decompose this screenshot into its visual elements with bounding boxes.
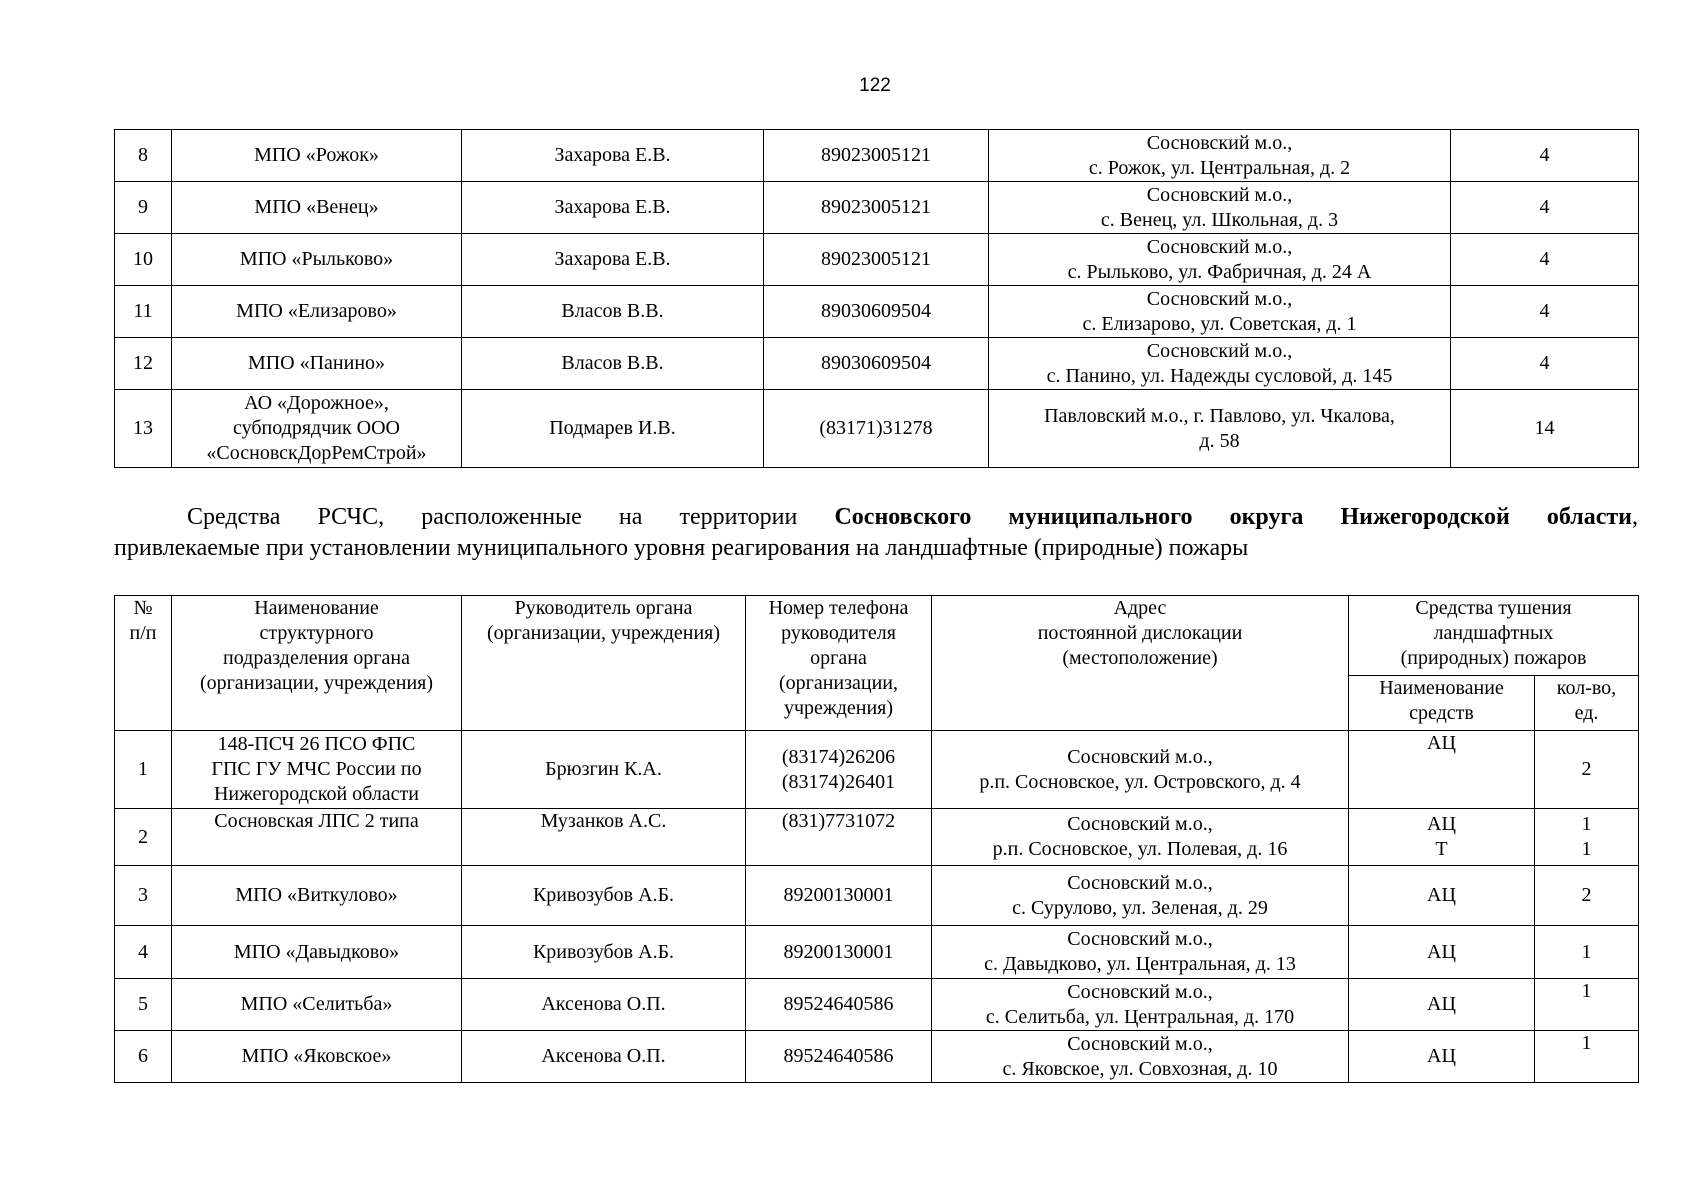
cell-name: МПО «Рыльково»: [172, 234, 462, 286]
cell-head: Власов В.В.: [462, 286, 764, 338]
cell-num: 6: [115, 1031, 172, 1083]
cell-name: МПО «Венец»: [172, 182, 462, 234]
cell-name: АО «Дорожное», субподрядчик ООО «СосновскДорРемСтрой»: [172, 390, 462, 468]
cell-means: АЦ: [1349, 731, 1535, 809]
cell-name: МПО «Яковское»: [172, 1031, 462, 1083]
cell-name: Сосновская ЛПС 2 типа: [172, 809, 462, 866]
cell-name: МПО «Селитьба»: [172, 979, 462, 1031]
header-head: Руководитель органа (организации, учреждения): [462, 596, 746, 731]
cell-address: Сосновский м.о., с. Яковское, ул. Совхозная, д. 10: [932, 1031, 1349, 1083]
cell-address: Сосновский м.о., с. Елизарово, ул. Советская, д. 1: [989, 286, 1451, 338]
table-row: [115, 130, 1639, 182]
cell-num: 8: [115, 130, 172, 182]
table-row: [115, 866, 1639, 926]
paragraph-line-2: привлекаемые при установлении муниципального уровня реагирования на ландшафтные (природные) пожары: [114, 535, 1249, 561]
cell-address: Павловский м.о., г. Павлово, ул. Чкалова, д. 58: [989, 390, 1451, 468]
paragraph-line-1: [114, 502, 1638, 533]
cell-name: МПО «Панино»: [172, 338, 462, 390]
cell-address: Сосновский м.о., р.п. Сосновское, ул. Полевая, д. 16: [932, 809, 1349, 866]
table-row: [115, 390, 1639, 468]
cell-count: 1 1: [1535, 809, 1639, 866]
table-row: [115, 338, 1639, 390]
table-row: [115, 926, 1639, 979]
cell-num: 12: [115, 338, 172, 390]
cell-name: МПО «Елизарово»: [172, 286, 462, 338]
cell-address: Сосновский м.о., с. Венец, ул. Школьная, д. 3: [989, 182, 1451, 234]
cell-means: АЦ: [1349, 926, 1535, 979]
table-row: [115, 286, 1639, 338]
cell-num: 11: [115, 286, 172, 338]
cell-num: 10: [115, 234, 172, 286]
cell-num: 3: [115, 866, 172, 926]
cell-phone: 89200130001: [746, 926, 932, 979]
cell-address: Сосновский м.о., р.п. Сосновское, ул. Островского, д. 4: [932, 731, 1349, 809]
section-paragraph: [114, 502, 1638, 564]
table-row: [115, 1031, 1639, 1083]
cell-phone: 89030609504: [764, 338, 989, 390]
cell-head: Захарова Е.В.: [462, 182, 764, 234]
cell-head: Захарова Е.В.: [462, 234, 764, 286]
header-means-count: кол-во, ед.: [1535, 676, 1639, 731]
header-phone: Номер телефона руководителя органа (организации, учреждения): [746, 596, 932, 731]
cell-phone: 89030609504: [764, 286, 989, 338]
cell-head: Аксенова О.П.: [462, 1031, 746, 1083]
cell-num: 13: [115, 390, 172, 468]
table-row: [115, 731, 1639, 809]
cell-head: Музанков А.С.: [462, 809, 746, 866]
table-row: [115, 809, 1639, 866]
cell-head: Подмарев И.В.: [462, 390, 764, 468]
cell-count: 4: [1451, 286, 1639, 338]
cell-address: Сосновский м.о., с. Рыльково, ул. Фабричная, д. 24 А: [989, 234, 1451, 286]
cell-address: Сосновский м.о., с. Панино, ул. Надежды сусловой, д. 145: [989, 338, 1451, 390]
page-number: 122: [859, 75, 891, 96]
paragraph-prefix: Средства РСЧС, расположенные на территории: [187, 504, 835, 530]
header-means-name: Наименование средств: [1349, 676, 1535, 731]
paragraph-suffix: ,: [1632, 504, 1639, 530]
cell-address: Сосновский м.о., с. Селитьба, ул. Центральная, д. 170: [932, 979, 1349, 1031]
cell-num: 9: [115, 182, 172, 234]
cell-name: МПО «Рожок»: [172, 130, 462, 182]
cell-address: Сосновский м.о., с. Давыдково, ул. Центральная, д. 13: [932, 926, 1349, 979]
cell-count: 4: [1451, 234, 1639, 286]
table-row: [115, 234, 1639, 286]
cell-phone: 89023005121: [764, 182, 989, 234]
table-fire-units-continued: [114, 129, 1639, 468]
cell-head: Захарова Е.В.: [462, 130, 764, 182]
cell-address: Сосновский м.о., с. Рожок, ул. Центральная, д. 2: [989, 130, 1451, 182]
cell-head: Кривозубов А.Б.: [462, 926, 746, 979]
cell-name: МПО «Давыдково»: [172, 926, 462, 979]
cell-name: 148-ПСЧ 26 ПСО ФПС ГПС ГУ МЧС России по Нижегородской области: [172, 731, 462, 809]
cell-means: АЦ: [1349, 1031, 1535, 1083]
cell-num: 2: [115, 809, 172, 866]
cell-count: 4: [1451, 130, 1639, 182]
cell-count: 4: [1451, 338, 1639, 390]
cell-head: Брюзгин К.А.: [462, 731, 746, 809]
cell-count: 1: [1535, 926, 1639, 979]
header-name: Наименование структурного подразделения органа (организации, учреждения): [172, 596, 462, 731]
cell-means: АЦ Т: [1349, 809, 1535, 866]
cell-count: 1: [1535, 1031, 1639, 1083]
cell-phone: 89200130001: [746, 866, 932, 926]
header-num: № п/п: [115, 596, 172, 731]
cell-name: МПО «Виткулово»: [172, 866, 462, 926]
cell-count: 1: [1535, 979, 1639, 1031]
table-row: [115, 979, 1639, 1031]
cell-count: 2: [1535, 866, 1639, 926]
cell-count: 2: [1535, 731, 1639, 809]
header-address: Адрес постоянной дислокации (местоположение): [932, 596, 1349, 731]
cell-count: 14: [1451, 390, 1639, 468]
cell-phone: 89023005121: [764, 130, 989, 182]
cell-num: 4: [115, 926, 172, 979]
table-rschs-means: [114, 595, 1639, 1083]
paragraph-bold-territory: Сосновского муниципального округа Нижегородской области: [834, 504, 1633, 530]
cell-phone: 89524640586: [746, 979, 932, 1031]
cell-phone: 89023005121: [764, 234, 989, 286]
cell-phone: 89524640586: [746, 1031, 932, 1083]
cell-means: АЦ: [1349, 866, 1535, 926]
cell-phone: (83171)31278: [764, 390, 989, 468]
header-means: Средства тушения ландшафтных (природных) пожаров: [1349, 596, 1639, 676]
cell-head: Власов В.В.: [462, 338, 764, 390]
table-row: [115, 182, 1639, 234]
cell-count: 4: [1451, 182, 1639, 234]
cell-head: Аксенова О.П.: [462, 979, 746, 1031]
cell-num: 1: [115, 731, 172, 809]
cell-head: Кривозубов А.Б.: [462, 866, 746, 926]
cell-phone: (831)7731072: [746, 809, 932, 866]
cell-num: 5: [115, 979, 172, 1031]
cell-address: Сосновский м.о., с. Сурулово, ул. Зеленая, д. 29: [932, 866, 1349, 926]
cell-means: АЦ: [1349, 979, 1535, 1031]
cell-phone: (83174)26206 (83174)26401: [746, 731, 932, 809]
